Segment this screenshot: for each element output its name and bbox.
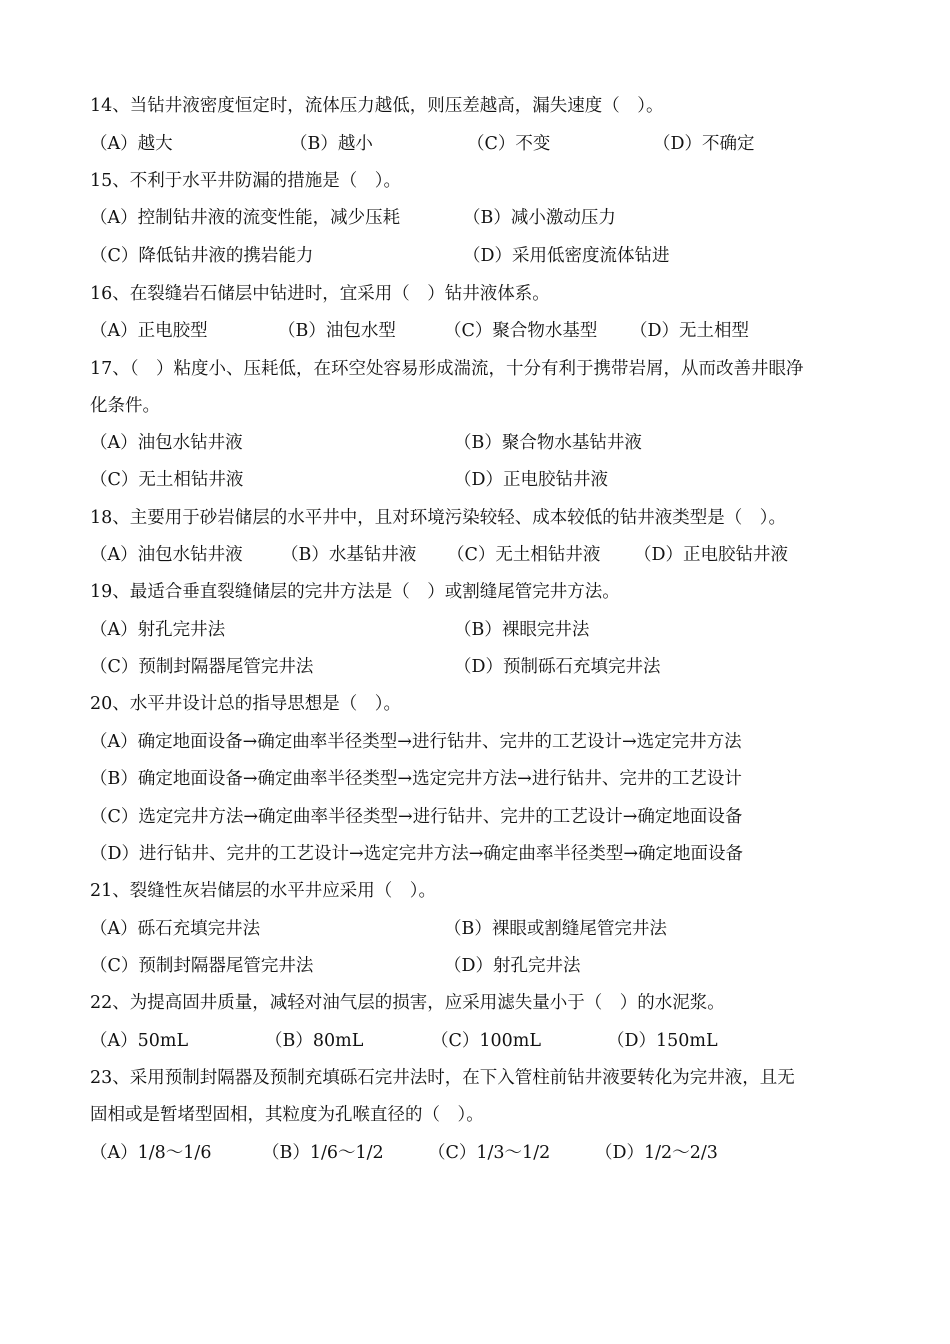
option: （B）越小 <box>290 134 373 154</box>
question-stem: 22、为提高固井质量，减轻对油气层的损害，应采用滤失量小于（ ）的水泥浆。 <box>90 993 725 1013</box>
option: （D）射孔完井法 <box>444 956 581 976</box>
option: （C）降低钻井液的携岩能力 <box>90 246 314 266</box>
option: （D）150mL <box>607 1031 718 1051</box>
option: （A）正电胶型 <box>90 321 208 341</box>
option: （A）50mL <box>90 1031 189 1051</box>
option: （A）确定地面设备→确定曲率半径类型→进行钻井、完井的工艺设计→选定完井方法 <box>90 732 742 752</box>
option: （A）1/8～1/6 <box>90 1143 212 1163</box>
question-stem: 18、主要用于砂岩储层的水平井中，且对环境污染较轻、成本较低的钻井液类型是（ ）。 <box>90 508 787 528</box>
option: （C）100mL <box>431 1031 542 1051</box>
options-row <box>90 916 870 942</box>
option: （B）聚合物水基钻井液 <box>454 433 642 453</box>
options-row <box>90 318 870 344</box>
option: （C）无土相钻井液 <box>447 545 601 565</box>
option: （A）控制钻井液的流变性能，减少压耗 <box>90 208 401 228</box>
option: （A）越大 <box>90 134 173 154</box>
option: （A）油包水钻井液 <box>90 433 243 453</box>
option: （D）无土相型 <box>630 321 750 341</box>
option: （D）进行钻井、完井的工艺设计→选定完井方法→确定曲率半径类型→确定地面设备 <box>90 844 744 864</box>
question-stem: 23、采用预制封隔器及预制充填砾石完井法时，在下入管柱前钻井液要转化为完井液，且无 <box>90 1068 795 1088</box>
option: （C）1/3～1/2 <box>428 1143 551 1163</box>
option: （B）1/6～1/2 <box>262 1143 384 1163</box>
options-row <box>90 243 870 269</box>
option: （C）聚合物水基型 <box>444 321 598 341</box>
question-stem: 16、在裂缝岩石储层中钻进时，宜采用（ ）钻井液体系。 <box>90 284 550 304</box>
question-stem: 20、水平井设计总的指导思想是（ ）。 <box>90 694 402 714</box>
option: （B）裸眼完井法 <box>454 620 590 640</box>
option: （B）80mL <box>265 1031 364 1051</box>
option: （D）不确定 <box>653 134 755 154</box>
option: （C）预制封隔器尾管完井法 <box>90 956 314 976</box>
options-row <box>90 542 870 568</box>
option: （B）确定地面设备→确定曲率半径类型→选定完井方法→进行钻井、完井的工艺设计 <box>90 769 742 789</box>
option: （C）预制封隔器尾管完井法 <box>90 657 314 677</box>
question-stem: 21、裂缝性灰岩储层的水平井应采用（ ）。 <box>90 881 437 901</box>
option: （A）射孔完井法 <box>90 620 226 640</box>
options-row <box>90 617 870 643</box>
option: （D）预制砾石充填完井法 <box>454 657 661 677</box>
question-stem: 固相或是暂堵型固相，其粒度为孔喉直径的（ ）。 <box>90 1105 484 1125</box>
question-stem: 14、当钻井液密度恒定时，流体压力越低，则压差越高，漏失速度（ ）。 <box>90 96 664 116</box>
option: （B）油包水型 <box>278 321 396 341</box>
options-row <box>90 131 870 157</box>
option: （C）选定完井方法→确定曲率半径类型→进行钻井、完井的工艺设计→确定地面设备 <box>90 807 743 827</box>
question-stem: 15、不利于水平井防漏的措施是（ ）。 <box>90 171 402 191</box>
options-row <box>90 1028 870 1054</box>
question-stem: 19、最适合垂直裂缝储层的完井方法是（ ）或割缝尾管完井方法。 <box>90 582 620 602</box>
options-row <box>90 1140 870 1166</box>
options-row <box>90 430 870 456</box>
options-row <box>90 205 870 231</box>
options-row <box>90 654 870 680</box>
option: （C）不变 <box>467 134 551 154</box>
question-stem: 化条件。 <box>90 396 160 416</box>
options-row <box>90 953 870 979</box>
option: （D）采用低密度流体钻进 <box>463 246 670 266</box>
option: （D）正电胶钻井液 <box>634 545 789 565</box>
option: （D）1/2～2/3 <box>595 1143 718 1163</box>
options-row <box>90 467 870 493</box>
option: （B）水基钻井液 <box>281 545 417 565</box>
option: （D）正电胶钻井液 <box>454 470 609 490</box>
question-stem: 17、（ ）粘度小、压耗低，在环空处容易形成湍流，十分有利于携带岩屑，从而改善井眼净 <box>90 359 804 379</box>
option: （B）裸眼或割缝尾管完井法 <box>444 919 667 939</box>
option: （C）无土相钻井液 <box>90 470 244 490</box>
option: （B）减小激动压力 <box>463 208 616 228</box>
option: （A）砾石充填完井法 <box>90 919 261 939</box>
option: （A）油包水钻井液 <box>90 545 243 565</box>
